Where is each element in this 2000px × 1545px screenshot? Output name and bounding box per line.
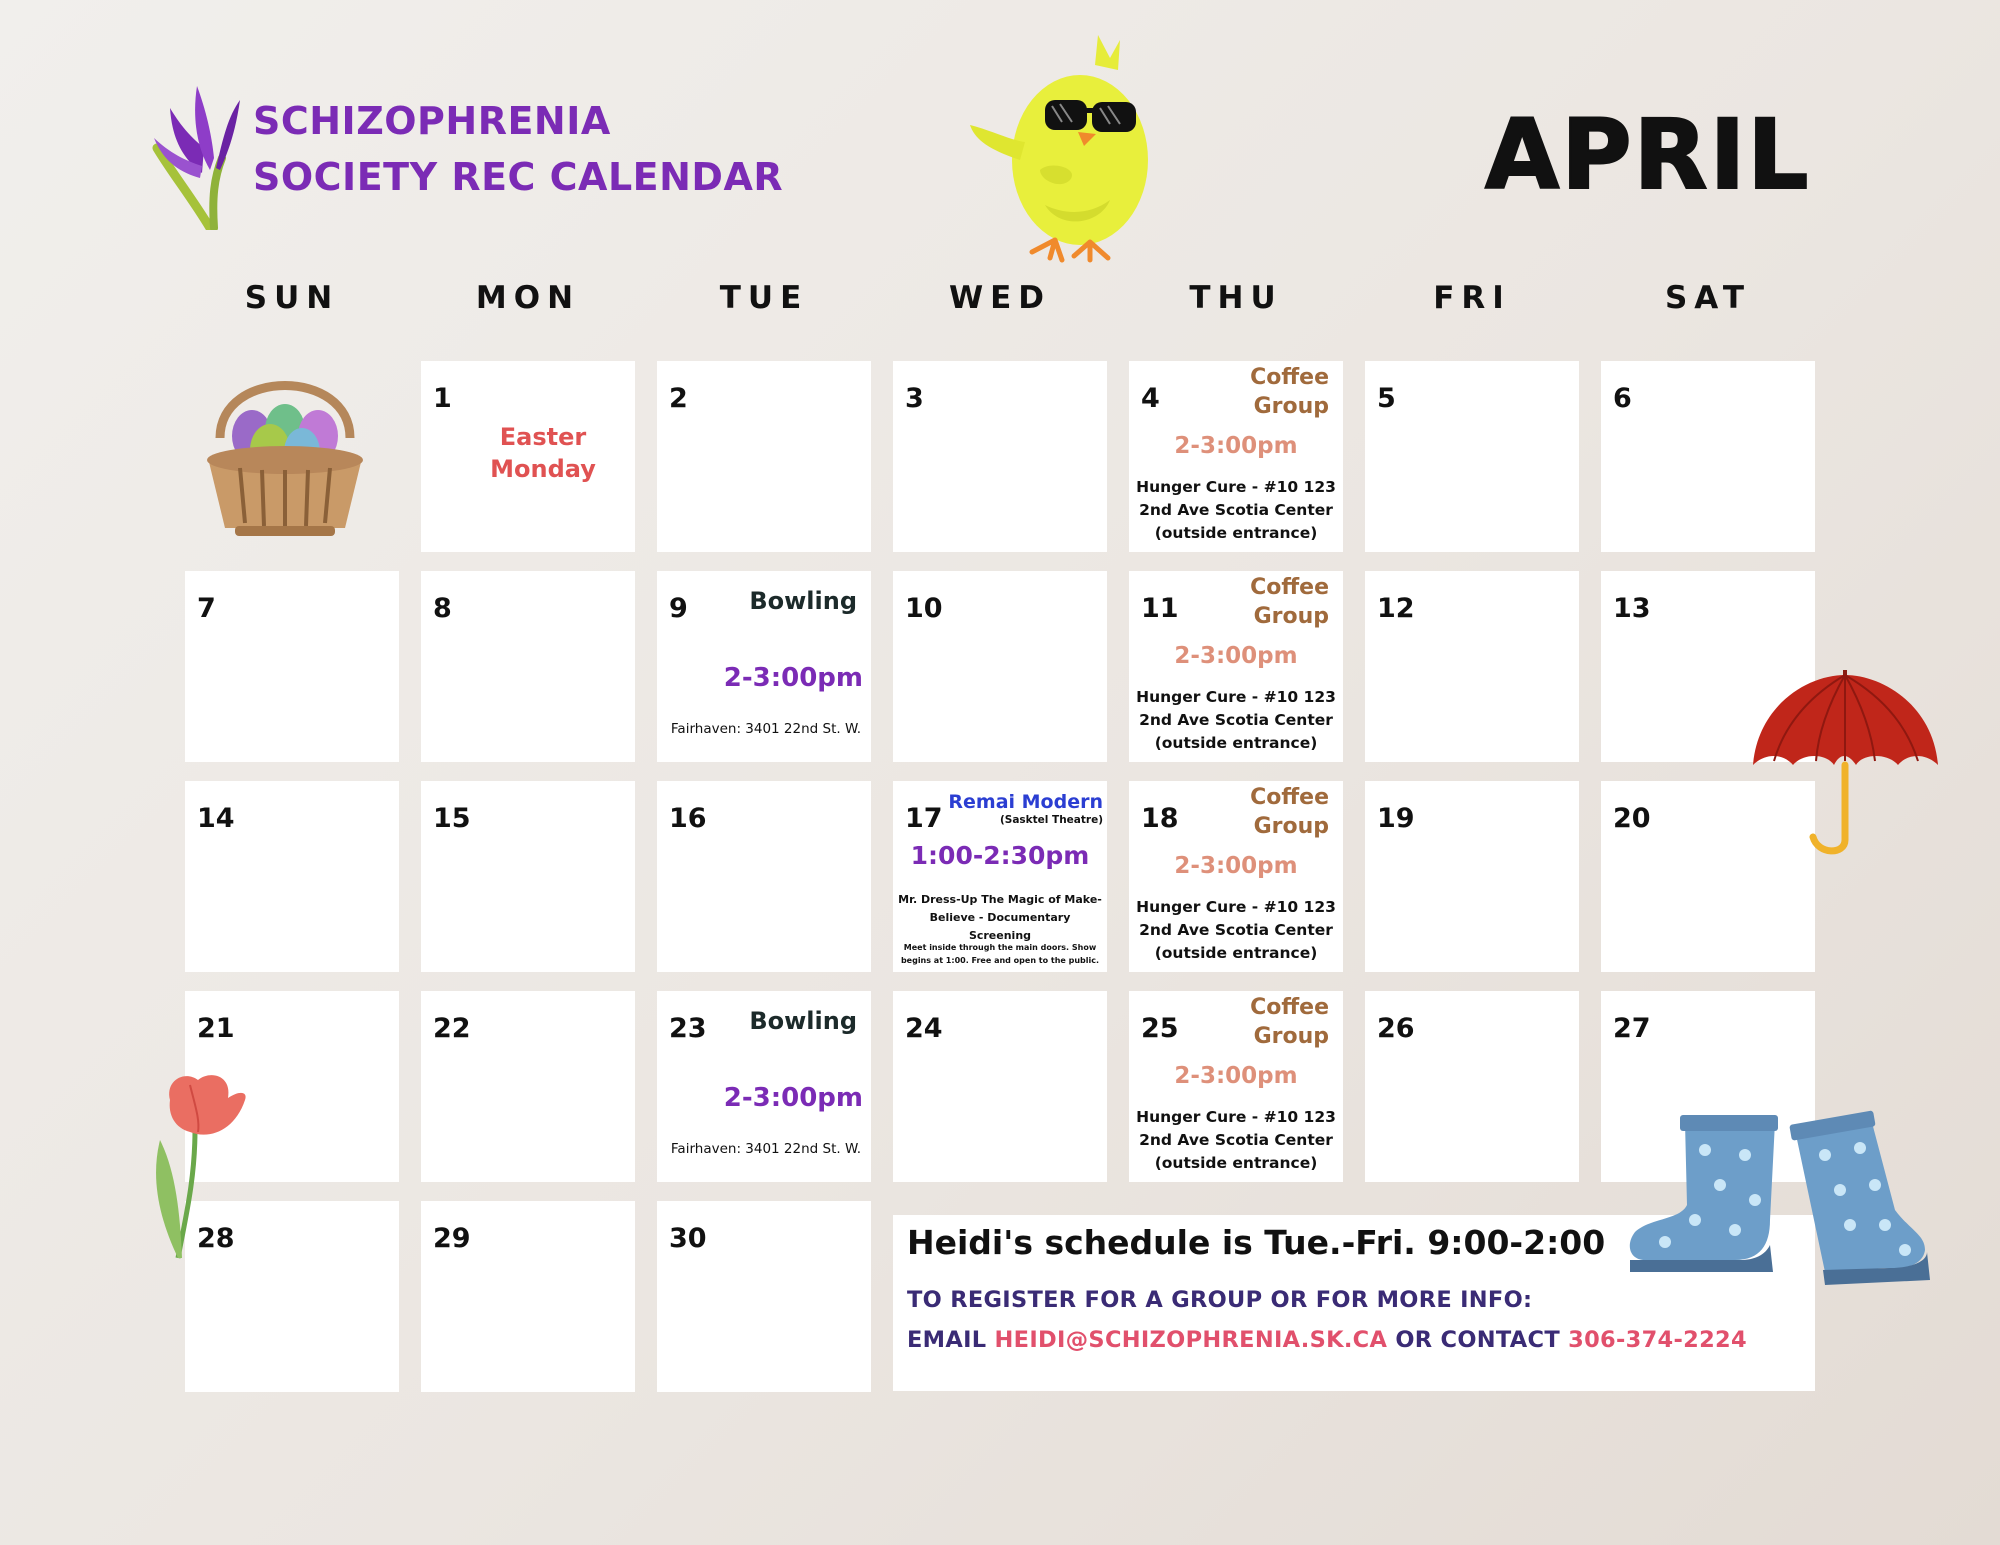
- day-cell-7[interactable]: [185, 571, 399, 762]
- coffee-line1: Coffee: [1250, 995, 1329, 1020]
- event-coffee-group-title: [1209, 573, 1329, 631]
- org-title: [253, 93, 783, 205]
- event-coffee-group-time: 2-3:00pm: [1174, 1063, 1298, 1089]
- event-coffee-group-time: 2-3:00pm: [1174, 643, 1298, 669]
- day-number: 1: [433, 383, 452, 414]
- coffee-loc1: Hunger Cure - #10 123: [1136, 478, 1336, 496]
- coffee-line1: Coffee: [1250, 365, 1329, 390]
- coffee-loc2: 2nd Ave Scotia Center: [1139, 501, 1333, 519]
- day-cell-23[interactable]: [657, 991, 871, 1182]
- day-number: 2: [669, 383, 688, 414]
- event-bowling-time: 2-3:00pm: [723, 1083, 863, 1113]
- day-cell-15[interactable]: [421, 781, 635, 972]
- rain-boots-icon: [1625, 1110, 1930, 1290]
- sunglasses-chick-icon: [970, 30, 1150, 265]
- event-remai-subtitle: (Sasktel Theatre): [999, 814, 1103, 826]
- org-title-line1: SCHIZOPHRENIA: [253, 99, 611, 143]
- weekday-sat: SAT: [1664, 280, 1752, 316]
- coffee-line2: Group: [1253, 604, 1329, 629]
- event-bowling-title: Bowling: [749, 1007, 857, 1035]
- remai-note1: Meet inside through the main doors. Show: [903, 943, 1097, 952]
- coffee-loc2: 2nd Ave Scotia Center: [1139, 711, 1333, 729]
- email-link[interactable]: HEIDI@SCHIZOPHRENIA.SK.CA: [994, 1327, 1388, 1353]
- day-cell-14[interactable]: [185, 781, 399, 972]
- day-cell-18[interactable]: [1129, 781, 1343, 972]
- day-number: 3: [905, 383, 924, 414]
- weekday-fri: FRI: [1433, 280, 1511, 316]
- month-title: APRIL: [1485, 99, 1811, 211]
- day-number: 10: [905, 593, 943, 624]
- coffee-loc3: (outside entrance): [1154, 1154, 1318, 1172]
- weekday-mon: MON: [475, 280, 581, 316]
- coffee-loc1: Hunger Cure - #10 123: [1136, 688, 1336, 706]
- schedule-text: Heidi's schedule is Tue.-Fri. 9:00-2:00: [907, 1223, 1606, 1262]
- event-bowling-title: Bowling: [749, 587, 857, 615]
- day-cell-10[interactable]: [893, 571, 1107, 762]
- coffee-loc1: Hunger Cure - #10 123: [1136, 898, 1336, 916]
- day-cell-11[interactable]: [1129, 571, 1343, 762]
- org-title-line2: SOCIETY REC CALENDAR: [253, 155, 784, 199]
- event-remai-time: 1:00-2:30pm: [910, 841, 1090, 870]
- day-cell-24[interactable]: [893, 991, 1107, 1182]
- day-number: 28: [197, 1223, 235, 1254]
- day-number: 27: [1613, 1013, 1651, 1044]
- day-number: 16: [669, 803, 707, 834]
- easter-basket-icon: [200, 358, 370, 543]
- day-number: 7: [197, 593, 216, 624]
- phone-link[interactable]: 306-374-2224: [1568, 1327, 1747, 1353]
- remai-desc2: Believe - Documentary Screening: [929, 911, 1071, 942]
- day-cell-12[interactable]: [1365, 571, 1579, 762]
- easter-line2: Monday: [490, 455, 596, 483]
- day-number: 22: [433, 1013, 471, 1044]
- contact-label: OR CONTACT: [1387, 1327, 1569, 1353]
- remai-desc1: Mr. Dress-Up The Magic of Make-: [898, 893, 1102, 906]
- event-bowling-location: Fairhaven: 3401 22nd St. W.: [670, 721, 862, 737]
- day-number: 13: [1613, 593, 1651, 624]
- day-number: 15: [433, 803, 471, 834]
- day-number: 12: [1377, 593, 1415, 624]
- event-coffee-group-title: [1209, 993, 1329, 1051]
- day-number: 6: [1613, 383, 1632, 414]
- umbrella-icon: [1748, 665, 1943, 860]
- coffee-loc3: (outside entrance): [1154, 944, 1318, 962]
- day-number: 23: [669, 1013, 707, 1044]
- day-number: 21: [197, 1013, 235, 1044]
- easter-line1: Easter: [499, 423, 587, 451]
- day-number: 26: [1377, 1013, 1415, 1044]
- event-remai-title: Remai Modern: [948, 791, 1103, 813]
- day-cell-22[interactable]: [421, 991, 635, 1182]
- day-number: 4: [1141, 383, 1160, 414]
- day-cell-26[interactable]: [1365, 991, 1579, 1182]
- event-coffee-group-location: [1133, 476, 1339, 545]
- event-easter-monday: [461, 421, 625, 485]
- logo-flower-icon: [152, 78, 242, 230]
- day-number: 24: [905, 1013, 943, 1044]
- event-bowling-time: 2-3:00pm: [723, 663, 863, 693]
- day-number: 11: [1141, 593, 1179, 624]
- day-number: 25: [1141, 1013, 1179, 1044]
- event-coffee-group-location: [1133, 896, 1339, 965]
- day-cell-6[interactable]: [1601, 361, 1815, 552]
- event-remai-description: [897, 891, 1103, 945]
- coffee-line1: Coffee: [1250, 785, 1329, 810]
- day-cell-1[interactable]: [421, 361, 635, 552]
- coffee-line2: Group: [1253, 394, 1329, 419]
- coffee-loc2: 2nd Ave Scotia Center: [1139, 921, 1333, 939]
- day-number: 8: [433, 593, 452, 624]
- event-remai-note: [897, 941, 1103, 967]
- remai-note2: begins at 1:00. Free and open to the public.: [900, 956, 1100, 965]
- day-cell-19[interactable]: [1365, 781, 1579, 972]
- email-label: EMAIL: [907, 1327, 995, 1353]
- register-text: TO REGISTER FOR A GROUP OR FOR MORE INFO:: [907, 1287, 1533, 1313]
- day-number: 14: [197, 803, 235, 834]
- day-number: 20: [1613, 803, 1651, 834]
- day-cell-4[interactable]: [1129, 361, 1343, 552]
- event-coffee-group-location: [1133, 1106, 1339, 1175]
- day-cell-29[interactable]: [421, 1201, 635, 1392]
- coffee-loc1: Hunger Cure - #10 123: [1136, 1108, 1336, 1126]
- coffee-line2: Group: [1253, 1024, 1329, 1049]
- contact-line: [907, 1327, 1747, 1353]
- day-cell-30[interactable]: [657, 1201, 871, 1392]
- day-cell-25[interactable]: [1129, 991, 1343, 1182]
- day-cell-8[interactable]: [421, 571, 635, 762]
- day-number: 29: [433, 1223, 471, 1254]
- day-number: 18: [1141, 803, 1179, 834]
- coffee-loc3: (outside entrance): [1154, 524, 1318, 542]
- day-number: 9: [669, 593, 688, 624]
- tulip-icon: [150, 1070, 250, 1260]
- day-number: 30: [669, 1223, 707, 1254]
- coffee-line2: Group: [1253, 814, 1329, 839]
- day-cell-9[interactable]: [657, 571, 871, 762]
- weekday-tue: TUE: [719, 280, 809, 316]
- day-cell-2[interactable]: [657, 361, 871, 552]
- day-cell-17[interactable]: [893, 781, 1107, 972]
- event-coffee-group-title: [1209, 783, 1329, 841]
- event-coffee-group-time: 2-3:00pm: [1174, 853, 1298, 879]
- weekday-wed: WED: [948, 280, 1052, 316]
- event-coffee-group-time: 2-3:00pm: [1174, 433, 1298, 459]
- day-cell-16[interactable]: [657, 781, 871, 972]
- coffee-line1: Coffee: [1250, 575, 1329, 600]
- event-bowling-location: Fairhaven: 3401 22nd St. W.: [670, 1141, 862, 1157]
- day-cell-5[interactable]: [1365, 361, 1579, 552]
- weekday-sun: SUN: [244, 280, 340, 316]
- event-coffee-group-location: [1133, 686, 1339, 755]
- day-cell-3[interactable]: [893, 361, 1107, 552]
- coffee-loc3: (outside entrance): [1154, 734, 1318, 752]
- weekday-thu: THU: [1189, 280, 1283, 316]
- event-coffee-group-title: [1209, 363, 1329, 421]
- day-number: 19: [1377, 803, 1415, 834]
- day-number: 5: [1377, 383, 1396, 414]
- day-number: 17: [905, 803, 943, 834]
- coffee-loc2: 2nd Ave Scotia Center: [1139, 1131, 1333, 1149]
